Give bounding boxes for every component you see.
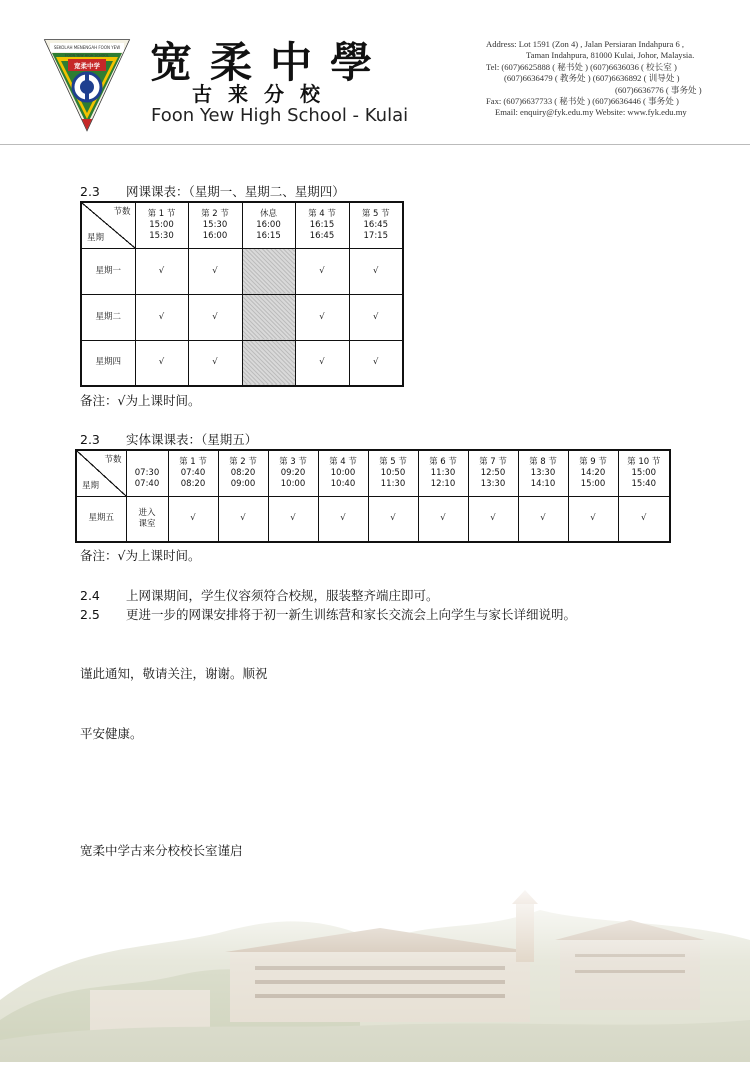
- physical-header-period-1: 第 1 节 07:40 08:20: [168, 450, 218, 496]
- physical-section-label: 实体课课表：（星期五）: [126, 432, 258, 447]
- enter-classroom-cell: 进入 课室: [126, 496, 168, 542]
- check-mark: √: [349, 248, 403, 294]
- check-mark: √: [418, 496, 468, 542]
- physical-header-period-9: 第 9 节 14:20 15:00: [568, 450, 618, 496]
- physical-header-period-8: 第 8 节 13:30 14:10: [518, 450, 568, 496]
- online-section-label: 网课课表：（星期一、星期二、星期四）: [126, 184, 345, 199]
- corner-day-label: 星期: [87, 232, 105, 243]
- check-mark: √: [295, 248, 349, 294]
- check-mark: √: [618, 496, 670, 542]
- contact-tel-1: Tel: (607)6625888 ( 秘书处 ) (607)6636036 ( 校长室 ): [486, 61, 677, 72]
- check-mark: √: [218, 496, 268, 542]
- physical-header-period-5: 第 5 节 10:50 11:30: [368, 450, 418, 496]
- check-mark: √: [518, 496, 568, 542]
- day-label: 星期四: [81, 340, 135, 386]
- logo-text-bottom: FOON YEW HIGH SCHOOL: [65, 53, 109, 58]
- check-mark: √: [295, 340, 349, 386]
- break-cell: [242, 248, 295, 294]
- item-text: 更进一步的网课安排将于初一新生训练营和家长交流会上向学生与家长详细说明。: [126, 607, 577, 622]
- physical-timetable: [75, 449, 671, 543]
- corner-day-label: 星期: [82, 480, 100, 491]
- check-mark: √: [318, 496, 368, 542]
- online-header-row: [81, 202, 403, 248]
- check-mark: √: [295, 294, 349, 340]
- physical-note: 备注：√为上课时间。: [80, 548, 201, 563]
- check-mark: √: [188, 294, 242, 340]
- contact-fax: Fax: (607)6637733 ( 秘书处 ) (607)6636446 ( 事务处 ): [486, 96, 679, 107]
- check-mark: √: [135, 340, 188, 386]
- contact-tel-2: (607)6636479 ( 教务处 ) (607)6636892 ( 训导处 ): [504, 73, 680, 84]
- check-mark: √: [349, 294, 403, 340]
- check-mark: √: [368, 496, 418, 542]
- online-note: 备注：√为上课时间。: [80, 393, 201, 408]
- check-mark: √: [168, 496, 218, 542]
- physical-header-row: [76, 450, 670, 496]
- campus-background-image: [0, 880, 750, 1062]
- check-mark: √: [135, 248, 188, 294]
- online-header-period-5: 第 5 节 16:45 17:15: [349, 202, 403, 248]
- contact-address-1: Address: Lot 1591 (Zon 4) , Jalan Persiaran Indahpura 6 ,: [486, 39, 685, 49]
- contact-tel-3: (607)6636776 ( 事务处 ): [615, 84, 702, 95]
- physical-header-period-3: 第 3 节 09:20 10:00: [268, 450, 318, 496]
- day-label: 星期五: [76, 496, 126, 542]
- break-cell: [242, 294, 295, 340]
- item-text: 上网课期间，学生仪容须符合校规，服装整齐端庄即可。: [126, 588, 439, 603]
- school-logo: [42, 37, 132, 133]
- online-section-number: 2.3: [80, 184, 100, 199]
- online-header-period-1: 第 1 节 15:00 15:30: [135, 202, 188, 248]
- logo-text-top: SEKOLAH MENENGAH FOON YEW: [53, 45, 121, 50]
- corner-period-label: 节数: [113, 207, 131, 217]
- header-divider: [0, 144, 750, 145]
- physical-corner-cell: [76, 450, 126, 496]
- physical-header-period-6: 第 6 节 11:30 12:10: [418, 450, 468, 496]
- online-corner-cell: [81, 202, 135, 248]
- item-number: 2.5: [80, 607, 100, 622]
- day-label: 星期二: [81, 294, 135, 340]
- contact-email-website: Email: enquiry@fyk.edu.my Website: www.fyk.edu.my: [495, 107, 687, 118]
- check-mark: √: [268, 496, 318, 542]
- physical-header-entry: 07:30 07:40: [126, 450, 168, 496]
- check-mark: √: [188, 248, 242, 294]
- physical-header-period-2: 第 2 节 08:20 09:00: [218, 450, 268, 496]
- logo-text-mid: 宽柔中学: [74, 62, 100, 70]
- item-number: 2.4: [80, 588, 100, 603]
- online-header-period-2: 第 2 节 15:30 16:00: [188, 202, 242, 248]
- physical-header-period-4: 第 4 节 10:00 10:40: [318, 450, 368, 496]
- online-row-monday: [81, 248, 403, 294]
- physical-row-friday: [76, 496, 670, 542]
- contact-block: [486, 39, 726, 119]
- school-name-en: Foon Yew High School - Kulai: [151, 105, 409, 126]
- contact-address-2: Taman Indahpura, 81000 Kulai, Johor, Malaysia.: [526, 50, 695, 61]
- physical-header-period-10: 第 10 节 15:00 15:40: [618, 450, 670, 496]
- check-mark: √: [349, 340, 403, 386]
- physical-section-number: 2.3: [80, 432, 100, 447]
- wish-line: 平安健康。: [80, 726, 143, 741]
- check-mark: √: [568, 496, 618, 542]
- closing-line: 谨此通知，敬请关注，谢谢。顺祝: [80, 666, 268, 681]
- check-mark: √: [135, 294, 188, 340]
- online-header-period-4: 第 4 节 16:15 16:45: [295, 202, 349, 248]
- online-row-thursday: [81, 340, 403, 386]
- online-timetable: [80, 201, 404, 387]
- school-name-cn: 宽柔中學: [150, 38, 391, 87]
- signature-line: 宽柔中学古来分校校长室谨启: [80, 843, 243, 858]
- physical-section-title: [80, 430, 257, 448]
- check-mark: √: [188, 340, 242, 386]
- check-mark: √: [468, 496, 518, 542]
- item-2-5: [80, 605, 576, 623]
- break-cell: [242, 340, 295, 386]
- branch-name-cn: 古来分校: [192, 82, 336, 106]
- online-row-tuesday: [81, 294, 403, 340]
- physical-header-period-7: 第 7 节 12:50 13:30: [468, 450, 518, 496]
- corner-period-label: 节数: [104, 455, 122, 465]
- day-label: 星期一: [81, 248, 135, 294]
- item-2-4: [80, 586, 439, 604]
- online-header-break: 休息 16:00 16:15: [242, 202, 295, 248]
- online-section-title: [80, 182, 345, 200]
